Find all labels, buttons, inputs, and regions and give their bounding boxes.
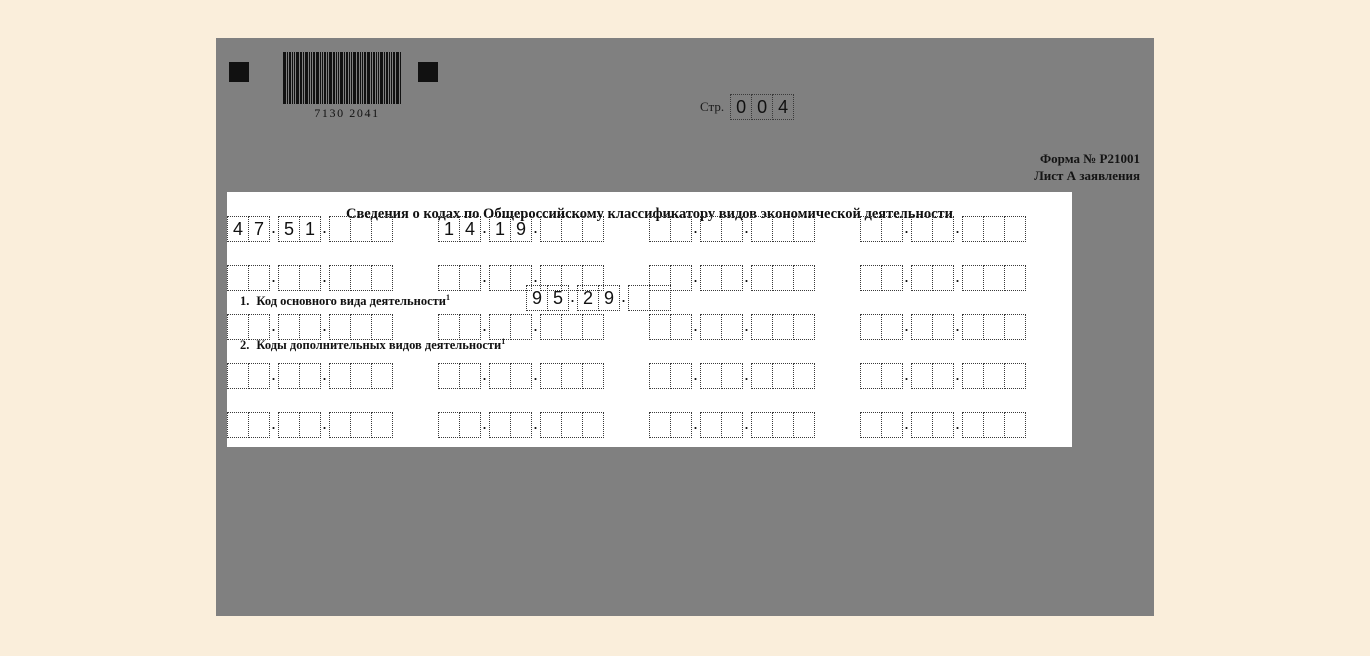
- additional-code-cell[interactable]: [278, 412, 300, 438]
- additional-code-cell[interactable]: [459, 265, 481, 291]
- form-reference-line-2: Лист А заявления: [1034, 168, 1140, 183]
- alignment-square-left-icon: [229, 62, 249, 82]
- code-separator-dot: .: [481, 364, 487, 384]
- additional-code-field[interactable]: [438, 314, 603, 340]
- code-separator-dot: .: [620, 286, 626, 306]
- additional-code-field[interactable]: [227, 265, 392, 291]
- additional-code-cell[interactable]: [459, 363, 481, 389]
- code-separator-dot: .: [270, 217, 276, 237]
- additional-code-cell[interactable]: [329, 363, 351, 389]
- code-separator-dot: .: [321, 315, 327, 335]
- additional-code-cell[interactable]: [772, 363, 794, 389]
- additional-code-cell[interactable]: [561, 265, 583, 291]
- additional-code-cell[interactable]: 1: [489, 216, 511, 242]
- main-code-cell[interactable]: 9: [598, 285, 620, 311]
- code-separator-dot: .: [692, 266, 698, 286]
- code-separator-dot: .: [481, 315, 487, 335]
- code-separator-dot: .: [532, 217, 538, 237]
- additional-code-cell[interactable]: [962, 265, 984, 291]
- additional-code-cell[interactable]: [582, 216, 604, 242]
- additional-code-cell[interactable]: [983, 412, 1005, 438]
- additional-code-cell[interactable]: [561, 363, 583, 389]
- additional-code-cell[interactable]: [670, 216, 692, 242]
- code-separator-dot: .: [481, 413, 487, 433]
- additional-code-cell[interactable]: [962, 216, 984, 242]
- additional-code-cell[interactable]: [793, 314, 815, 340]
- additional-code-cell[interactable]: [371, 412, 393, 438]
- code-separator-dot: .: [743, 266, 749, 286]
- additional-code-cell[interactable]: [459, 412, 481, 438]
- question-2-footnote: 1: [501, 337, 506, 346]
- code-separator-dot: .: [270, 266, 276, 286]
- additional-code-cell[interactable]: [299, 363, 321, 389]
- additional-code-cell[interactable]: [911, 314, 933, 340]
- additional-code-cell[interactable]: [371, 363, 393, 389]
- code-separator-dot: .: [532, 315, 538, 335]
- additional-code-cell[interactable]: [881, 363, 903, 389]
- additional-code-cell[interactable]: [649, 314, 671, 340]
- additional-code-cell[interactable]: [932, 216, 954, 242]
- additional-code-cell[interactable]: [983, 363, 1005, 389]
- question-1-number: 1.: [240, 294, 250, 309]
- additional-code-cell[interactable]: [721, 412, 743, 438]
- additional-code-cell[interactable]: [1004, 314, 1026, 340]
- additional-code-cell[interactable]: [860, 412, 882, 438]
- additional-code-cell[interactable]: [227, 412, 249, 438]
- additional-code-cell[interactable]: [540, 265, 562, 291]
- additional-code-cell[interactable]: [983, 314, 1005, 340]
- code-separator-dot: .: [903, 217, 909, 237]
- additional-code-cell[interactable]: [793, 265, 815, 291]
- additional-code-field[interactable]: [649, 363, 814, 389]
- additional-code-cell[interactable]: [278, 265, 300, 291]
- additional-code-field[interactable]: [860, 412, 1025, 438]
- additional-code-cell[interactable]: [649, 412, 671, 438]
- additional-code-field[interactable]: [649, 265, 814, 291]
- code-separator-dot: .: [743, 217, 749, 237]
- additional-code-cell[interactable]: [932, 314, 954, 340]
- additional-code-cell[interactable]: [489, 412, 511, 438]
- additional-code-cell[interactable]: [582, 265, 604, 291]
- additional-code-cell[interactable]: [721, 216, 743, 242]
- additional-code-cell[interactable]: [582, 314, 604, 340]
- additional-code-field[interactable]: [860, 314, 1025, 340]
- additional-code-cell[interactable]: [299, 412, 321, 438]
- additional-code-field[interactable]: [649, 314, 814, 340]
- additional-code-cell[interactable]: [489, 363, 511, 389]
- additional-code-cell[interactable]: [751, 265, 773, 291]
- document-page: [216, 38, 1154, 616]
- additional-code-cell[interactable]: [793, 363, 815, 389]
- additional-code-cell[interactable]: [721, 363, 743, 389]
- additional-code-cell[interactable]: [540, 412, 562, 438]
- additional-code-cell[interactable]: [911, 216, 933, 242]
- code-separator-dot: .: [903, 266, 909, 286]
- additional-code-cell[interactable]: [860, 265, 882, 291]
- code-separator-dot: .: [270, 364, 276, 384]
- additional-code-cell[interactable]: [772, 216, 794, 242]
- additional-code-cell[interactable]: [540, 314, 562, 340]
- code-separator-dot: .: [743, 413, 749, 433]
- additional-code-cell[interactable]: [1004, 363, 1026, 389]
- main-code-cell[interactable]: 9: [526, 285, 548, 311]
- additional-code-cell[interactable]: [227, 363, 249, 389]
- code-separator-dot: .: [954, 364, 960, 384]
- additional-code-cell[interactable]: [1004, 412, 1026, 438]
- additional-code-cell[interactable]: [582, 363, 604, 389]
- additional-code-cell[interactable]: [510, 363, 532, 389]
- additional-code-cell[interactable]: [962, 363, 984, 389]
- page-number-field: [700, 94, 793, 120]
- form-reference-line-1: Форма № Р21001: [1040, 151, 1140, 166]
- additional-code-cell[interactable]: [329, 412, 351, 438]
- additional-code-cell[interactable]: [350, 363, 372, 389]
- additional-code-cell[interactable]: [561, 412, 583, 438]
- additional-code-cell[interactable]: [670, 363, 692, 389]
- additional-code-cell[interactable]: 5: [278, 216, 300, 242]
- question-1-footnote: 1: [445, 293, 450, 302]
- code-separator-dot: .: [692, 315, 698, 335]
- alignment-square-right-icon: [418, 62, 438, 82]
- additional-code-cell[interactable]: [700, 265, 722, 291]
- additional-code-cell[interactable]: [227, 314, 249, 340]
- additional-code-cell[interactable]: [582, 412, 604, 438]
- additional-code-cell[interactable]: [670, 412, 692, 438]
- additional-code-cell[interactable]: [371, 216, 393, 242]
- additional-code-field[interactable]: [860, 216, 1025, 242]
- additional-code-cell[interactable]: [751, 412, 773, 438]
- additional-code-cell[interactable]: [962, 314, 984, 340]
- additional-code-cell[interactable]: [881, 265, 903, 291]
- code-separator-dot: .: [692, 364, 698, 384]
- additional-code-cell[interactable]: [721, 265, 743, 291]
- additional-code-cell[interactable]: [248, 314, 270, 340]
- additional-code-cell[interactable]: [459, 314, 481, 340]
- additional-code-cell[interactable]: [881, 314, 903, 340]
- additional-code-cell[interactable]: [540, 363, 562, 389]
- additional-code-cell[interactable]: [932, 363, 954, 389]
- code-separator-dot: .: [481, 217, 487, 237]
- additional-code-cell[interactable]: [649, 265, 671, 291]
- code-separator-dot: .: [321, 413, 327, 433]
- code-separator-dot: .: [270, 413, 276, 433]
- additional-code-cell[interactable]: [540, 216, 562, 242]
- additional-code-cell[interactable]: [350, 265, 372, 291]
- additional-code-cell[interactable]: [561, 216, 583, 242]
- code-separator-dot: .: [481, 266, 487, 286]
- code-separator-dot: .: [532, 364, 538, 384]
- additional-code-cell[interactable]: [911, 265, 933, 291]
- additional-code-cell[interactable]: [793, 412, 815, 438]
- additional-code-field[interactable]: [438, 412, 603, 438]
- additional-code-cell[interactable]: [751, 363, 773, 389]
- additional-code-cell[interactable]: [700, 412, 722, 438]
- code-separator-dot: .: [954, 413, 960, 433]
- additional-code-cell[interactable]: 7: [248, 216, 270, 242]
- additional-code-cell[interactable]: [371, 314, 393, 340]
- main-code-cell[interactable]: 5: [547, 285, 569, 311]
- additional-code-cell[interactable]: [962, 412, 984, 438]
- page-number-label: Стр.: [700, 99, 725, 114]
- question-2-label: Коды дополнительных видов деятельности: [256, 338, 502, 353]
- additional-code-cell[interactable]: [793, 216, 815, 242]
- additional-code-cell[interactable]: [751, 216, 773, 242]
- code-separator-dot: .: [270, 315, 276, 335]
- additional-code-cell[interactable]: [278, 314, 300, 340]
- code-separator-dot: .: [692, 413, 698, 433]
- additional-codes-row: [227, 412, 1147, 438]
- additional-code-cell[interactable]: [227, 265, 249, 291]
- additional-code-field[interactable]: [227, 216, 392, 242]
- additional-code-cell[interactable]: [438, 265, 460, 291]
- additional-code-cell[interactable]: [911, 412, 933, 438]
- additional-code-cell[interactable]: [278, 363, 300, 389]
- additional-code-cell[interactable]: [510, 314, 532, 340]
- additional-code-cell[interactable]: [860, 314, 882, 340]
- additional-code-cell[interactable]: [248, 265, 270, 291]
- additional-code-cell[interactable]: [299, 314, 321, 340]
- additional-code-cell[interactable]: [329, 265, 351, 291]
- additional-code-field[interactable]: [438, 265, 603, 291]
- additional-code-cell[interactable]: [649, 363, 671, 389]
- additional-code-cell[interactable]: 9: [510, 216, 532, 242]
- additional-code-cell[interactable]: [700, 363, 722, 389]
- additional-code-cell[interactable]: [489, 314, 511, 340]
- additional-code-cell[interactable]: [983, 216, 1005, 242]
- code-separator-dot: .: [532, 413, 538, 433]
- additional-code-cell[interactable]: [700, 314, 722, 340]
- additional-codes-grid[interactable]: [227, 216, 1147, 461]
- additional-code-cell[interactable]: [329, 314, 351, 340]
- additional-code-field[interactable]: [860, 363, 1025, 389]
- additional-code-cell[interactable]: [438, 314, 460, 340]
- additional-code-cell[interactable]: [860, 363, 882, 389]
- additional-codes-row: [227, 363, 1147, 389]
- additional-code-cell[interactable]: [983, 265, 1005, 291]
- additional-code-cell[interactable]: [438, 412, 460, 438]
- question-2-number: 2.: [240, 338, 250, 353]
- additional-code-cell[interactable]: [670, 265, 692, 291]
- additional-code-cell[interactable]: [510, 412, 532, 438]
- additional-code-cell[interactable]: [438, 363, 460, 389]
- additional-code-field[interactable]: [227, 412, 392, 438]
- code-separator-dot: .: [954, 266, 960, 286]
- additional-code-cell[interactable]: [489, 265, 511, 291]
- additional-code-cell[interactable]: [510, 265, 532, 291]
- code-separator-dot: .: [321, 217, 327, 237]
- additional-code-field[interactable]: [649, 216, 814, 242]
- page-number-cell[interactable]: 4: [772, 94, 794, 120]
- additional-code-cell[interactable]: [911, 363, 933, 389]
- page-number-cells: [730, 94, 793, 120]
- additional-code-cell[interactable]: 4: [227, 216, 249, 242]
- additional-code-cell[interactable]: [751, 314, 773, 340]
- code-separator-dot: .: [532, 266, 538, 286]
- code-separator-dot: .: [903, 315, 909, 335]
- additional-code-cell[interactable]: [371, 265, 393, 291]
- additional-code-cell[interactable]: [721, 314, 743, 340]
- additional-code-cell[interactable]: [299, 265, 321, 291]
- additional-code-field[interactable]: [438, 363, 603, 389]
- additional-code-cell[interactable]: [350, 216, 372, 242]
- additional-code-field[interactable]: [227, 363, 392, 389]
- additional-code-field[interactable]: [860, 265, 1025, 291]
- barcode-icon: [283, 52, 407, 104]
- code-separator-dot: .: [903, 413, 909, 433]
- additional-code-field[interactable]: [649, 412, 814, 438]
- question-1-label: Код основного вида деятельности: [256, 294, 446, 309]
- code-separator-dot: .: [743, 315, 749, 335]
- additional-code-cell[interactable]: [932, 412, 954, 438]
- additional-code-cell[interactable]: 1: [438, 216, 460, 242]
- additional-code-cell[interactable]: [248, 412, 270, 438]
- additional-codes-row: [227, 216, 1147, 242]
- additional-codes-row: [227, 265, 1147, 291]
- additional-code-cell[interactable]: [881, 216, 903, 242]
- additional-code-cell[interactable]: [670, 314, 692, 340]
- additional-code-cell[interactable]: [649, 216, 671, 242]
- additional-code-cell[interactable]: [248, 363, 270, 389]
- additional-code-cell[interactable]: [561, 314, 583, 340]
- additional-code-cell[interactable]: [881, 412, 903, 438]
- additional-code-cell[interactable]: [329, 216, 351, 242]
- barcode-block: [229, 50, 449, 120]
- additional-code-cell[interactable]: [350, 314, 372, 340]
- code-separator-dot: .: [321, 266, 327, 286]
- additional-code-cell[interactable]: [772, 412, 794, 438]
- additional-code-cell[interactable]: 1: [299, 216, 321, 242]
- additional-code-cell[interactable]: [350, 412, 372, 438]
- additional-code-cell[interactable]: [772, 265, 794, 291]
- code-separator-dot: .: [321, 364, 327, 384]
- code-separator-dot: .: [743, 364, 749, 384]
- form-reference: [1034, 150, 1140, 184]
- code-separator-dot: .: [692, 217, 698, 237]
- code-separator-dot: .: [954, 217, 960, 237]
- additional-code-cell[interactable]: [1004, 216, 1026, 242]
- page-number-cell[interactable]: 0: [751, 94, 773, 120]
- additional-code-cell[interactable]: [932, 265, 954, 291]
- code-separator-dot: .: [954, 315, 960, 335]
- code-separator-dot: .: [903, 364, 909, 384]
- additional-code-cell[interactable]: [860, 216, 882, 242]
- code-separator-dot: .: [569, 286, 575, 306]
- additional-code-cell[interactable]: [1004, 265, 1026, 291]
- additional-code-cell[interactable]: [700, 216, 722, 242]
- additional-code-field[interactable]: [438, 216, 603, 242]
- page-title: Сведения о кодах по Общероссийскому классификатору видов экономической деятельности: [346, 206, 953, 222]
- main-code-cell[interactable]: 2: [577, 285, 599, 311]
- additional-code-field[interactable]: [227, 314, 392, 340]
- additional-code-cell[interactable]: [772, 314, 794, 340]
- additional-code-cell[interactable]: 4: [459, 216, 481, 242]
- additional-codes-row: [227, 314, 1147, 340]
- barcode-number: 7130 2041: [314, 106, 380, 120]
- page-number-cell[interactable]: 0: [730, 94, 752, 120]
